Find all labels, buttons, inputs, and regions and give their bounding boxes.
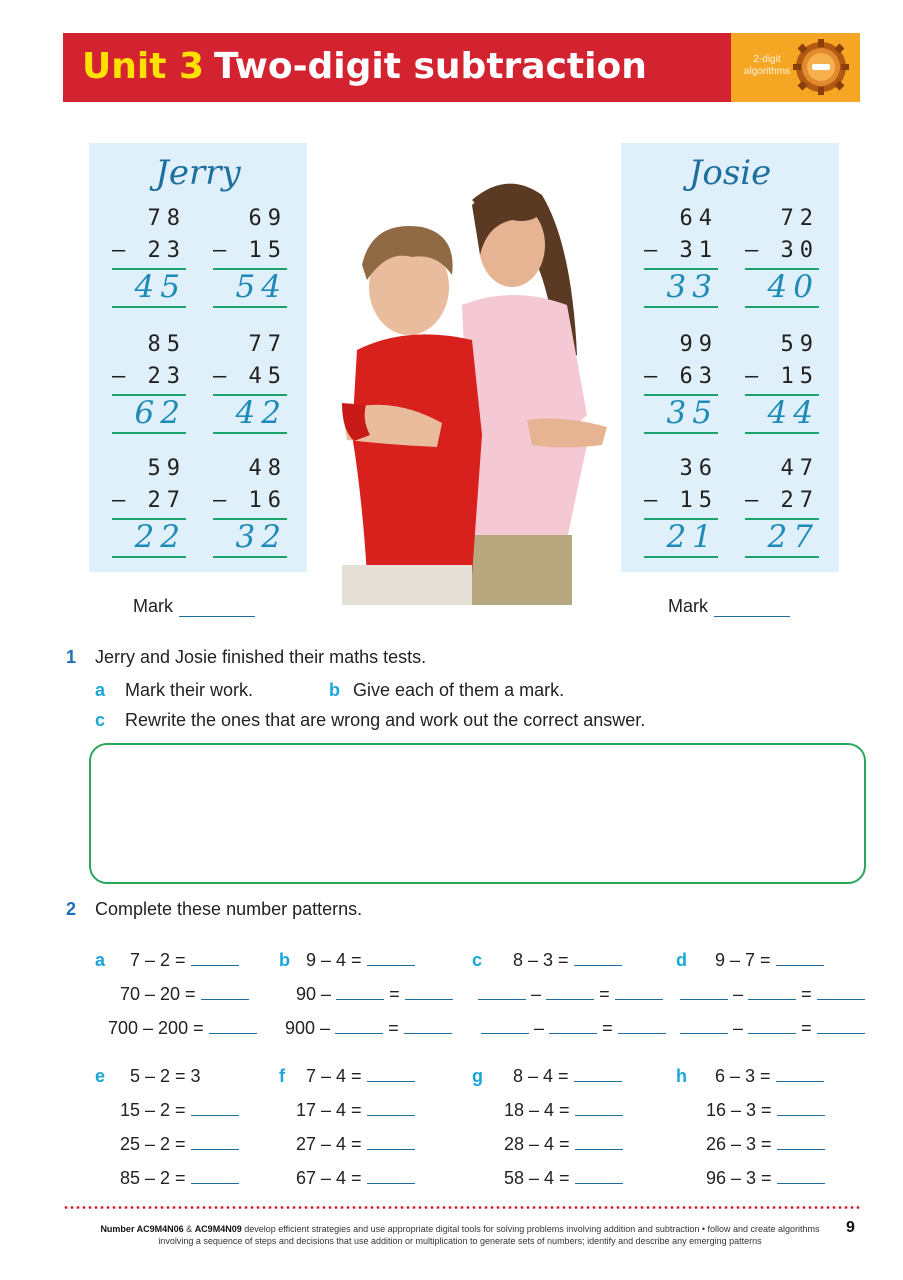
equation: 900 – = bbox=[285, 1016, 452, 1040]
answer-blank[interactable] bbox=[209, 1016, 257, 1034]
handwritten-answer: 35 bbox=[666, 395, 718, 431]
minus-gear-icon bbox=[793, 39, 849, 95]
jerry-name: Jerry bbox=[155, 153, 241, 193]
part-a-label: a bbox=[95, 680, 106, 700]
handwritten-answer: 27 bbox=[767, 519, 819, 555]
badge-text: 2-digit algorithms bbox=[743, 54, 791, 77]
jerry-mark-field[interactable]: Mark bbox=[133, 596, 255, 617]
answer-blank[interactable] bbox=[615, 982, 663, 1000]
handwritten-answer: 21 bbox=[666, 519, 718, 555]
answer-blank[interactable] bbox=[478, 982, 526, 1000]
mark-blank[interactable] bbox=[179, 601, 255, 617]
josie-test-panel bbox=[621, 143, 839, 572]
equation: 9 – 7 = bbox=[715, 948, 824, 972]
pattern-c-label: c bbox=[472, 950, 483, 970]
equation: 96 – 3 = bbox=[706, 1166, 825, 1190]
equation: 85 – 2 = bbox=[120, 1166, 239, 1190]
answer-blank[interactable] bbox=[367, 1098, 415, 1116]
answer-blank[interactable] bbox=[191, 1166, 239, 1184]
jerry-problem: 69 15 – 54 bbox=[213, 203, 287, 308]
equation: 700 – 200 = bbox=[108, 1016, 257, 1040]
pattern-h-label: h bbox=[676, 1066, 687, 1086]
equation: – = bbox=[481, 1016, 666, 1040]
josie-problem: 59 15 – 44 bbox=[745, 329, 819, 434]
answer-blank[interactable] bbox=[201, 982, 249, 1000]
equation: 28 – 4 = bbox=[504, 1132, 623, 1156]
equation: – = bbox=[680, 982, 865, 1006]
handwritten-answer: 62 bbox=[134, 395, 186, 431]
answer-blank[interactable] bbox=[335, 1016, 383, 1034]
jerry-problem: 77 45 – 42 bbox=[213, 329, 287, 434]
equation: 25 – 2 = bbox=[120, 1132, 239, 1156]
equation: 8 – 4 = bbox=[513, 1064, 622, 1088]
answer-blank[interactable] bbox=[680, 1016, 728, 1034]
answer-blank[interactable] bbox=[549, 1016, 597, 1034]
answer-blank[interactable] bbox=[575, 1098, 623, 1116]
answer-blank[interactable] bbox=[191, 1132, 239, 1150]
josie-problem: 72 30 – 40 bbox=[745, 203, 819, 308]
pattern-b-label: b bbox=[279, 950, 290, 970]
part-b-label: b bbox=[329, 680, 340, 700]
answer-blank[interactable] bbox=[748, 982, 796, 1000]
topic-title: Two-digit subtraction bbox=[214, 46, 647, 87]
answer-blank[interactable] bbox=[777, 1098, 825, 1116]
answer-blank[interactable] bbox=[777, 1132, 825, 1150]
answer-blank[interactable] bbox=[191, 948, 239, 966]
question-1-number: 1 bbox=[66, 647, 77, 667]
part-a-text: Mark their work. bbox=[125, 680, 254, 700]
jerry-problem: 78 23 – 45 bbox=[112, 203, 186, 308]
page-title bbox=[82, 45, 647, 89]
equation: 6 – 3 = bbox=[715, 1064, 824, 1088]
answer-blank[interactable] bbox=[776, 1064, 824, 1082]
answer-blank[interactable] bbox=[618, 1016, 666, 1034]
equation: 15 – 2 = bbox=[120, 1098, 239, 1122]
pattern-d-label: d bbox=[676, 950, 687, 970]
curriculum-footer: Number AC9M4N06 & AC9M4N09 develop efficient strategies and use appropriate digital tools for solving problems involving addition and subtraction • follow and create algorithms involving a sequence of steps and decisions that use addition or multiplication to generate sets of numbers; identify and describe any emerging patterns bbox=[100, 1224, 820, 1246]
josie-problem: 64 31 – 33 bbox=[644, 203, 718, 308]
answer-blank[interactable] bbox=[776, 948, 824, 966]
handwritten-answer: 45 bbox=[134, 269, 186, 305]
jerry-problem: 59 27 – 22 bbox=[112, 453, 186, 558]
equation: 90 – = bbox=[296, 982, 453, 1006]
answer-blank[interactable] bbox=[748, 1016, 796, 1034]
handwritten-answer: 32 bbox=[235, 519, 287, 555]
question-2-text: Complete these number patterns. bbox=[95, 899, 363, 919]
equation: 7 – 4 = bbox=[306, 1064, 415, 1088]
jerry-problem: 85 23 – 62 bbox=[112, 329, 186, 434]
children-photo bbox=[322, 165, 612, 605]
answer-blank[interactable] bbox=[336, 982, 384, 1000]
pattern-g-label: g bbox=[472, 1066, 483, 1086]
answer-blank[interactable] bbox=[817, 1016, 865, 1034]
equation: 7 – 2 = bbox=[130, 948, 239, 972]
part-b-text: Give each of them a mark. bbox=[353, 680, 565, 700]
answer-blank[interactable] bbox=[777, 1166, 825, 1184]
handwritten-answer: 22 bbox=[134, 519, 186, 555]
answer-blank[interactable] bbox=[367, 1166, 415, 1184]
part-c-label: c bbox=[95, 710, 106, 730]
jerry-problem: 48 16 – 32 bbox=[213, 453, 287, 558]
answer-blank[interactable] bbox=[191, 1098, 239, 1116]
handwritten-answer: 54 bbox=[235, 269, 287, 305]
part-c-text: Rewrite the ones that are wrong and work out the correct answer. bbox=[125, 710, 646, 730]
answer-blank[interactable] bbox=[367, 948, 415, 966]
footer-divider bbox=[63, 1206, 860, 1209]
question-2-number: 2 bbox=[66, 899, 77, 919]
equation: 8 – 3 = bbox=[513, 948, 622, 972]
equation: 27 – 4 = bbox=[296, 1132, 415, 1156]
josie-problem: 47 27 – 27 bbox=[745, 453, 819, 558]
answer-blank[interactable] bbox=[574, 948, 622, 966]
equation: 70 – 20 = bbox=[120, 982, 249, 1006]
josie-mark-field[interactable]: Mark bbox=[668, 596, 790, 617]
answer-blank[interactable] bbox=[367, 1132, 415, 1150]
equation: 67 – 4 = bbox=[296, 1166, 415, 1190]
question-1-text: Jerry and Josie finished their maths tests. bbox=[95, 647, 427, 667]
answer-blank[interactable] bbox=[575, 1166, 623, 1184]
josie-problem: 99 63 – 35 bbox=[644, 329, 718, 434]
answer-blank[interactable] bbox=[680, 982, 728, 1000]
pattern-a-label: a bbox=[95, 950, 106, 970]
equation: 58 – 4 = bbox=[504, 1166, 623, 1190]
equation: 17 – 4 = bbox=[296, 1098, 415, 1122]
mark-blank[interactable] bbox=[714, 601, 790, 617]
answer-blank[interactable] bbox=[817, 982, 865, 1000]
equation: 26 – 3 = bbox=[706, 1132, 825, 1156]
answer-blank[interactable] bbox=[481, 1016, 529, 1034]
josie-name: Josie bbox=[688, 153, 772, 193]
equation: – = bbox=[478, 982, 663, 1006]
handwritten-answer: 44 bbox=[767, 395, 819, 431]
josie-problem: 36 15 – 21 bbox=[644, 453, 718, 558]
handwritten-answer: 33 bbox=[666, 269, 718, 305]
equation: 9 – 4 = bbox=[306, 948, 415, 972]
page-number: 9 bbox=[846, 1219, 855, 1236]
answer-blank[interactable] bbox=[404, 1016, 452, 1034]
working-space-box[interactable] bbox=[89, 743, 866, 884]
answer-blank[interactable] bbox=[546, 982, 594, 1000]
handwritten-answer: 42 bbox=[235, 395, 287, 431]
handwritten-answer: 40 bbox=[767, 269, 819, 305]
answer-blank[interactable] bbox=[367, 1064, 415, 1082]
equation: – = bbox=[680, 1016, 865, 1040]
jerry-test-panel bbox=[89, 143, 307, 572]
pattern-f-label: f bbox=[279, 1066, 285, 1086]
unit-label: Unit 3 bbox=[82, 46, 204, 87]
equation: 16 – 3 = bbox=[706, 1098, 825, 1122]
answer-blank[interactable] bbox=[574, 1064, 622, 1082]
answer-blank[interactable] bbox=[405, 982, 453, 1000]
equation: 5 – 2 = 3 bbox=[130, 1066, 201, 1086]
equation: 18 – 4 = bbox=[504, 1098, 623, 1122]
answer-blank[interactable] bbox=[575, 1132, 623, 1150]
pattern-e-label: e bbox=[95, 1066, 106, 1086]
topic-badge bbox=[731, 33, 860, 102]
